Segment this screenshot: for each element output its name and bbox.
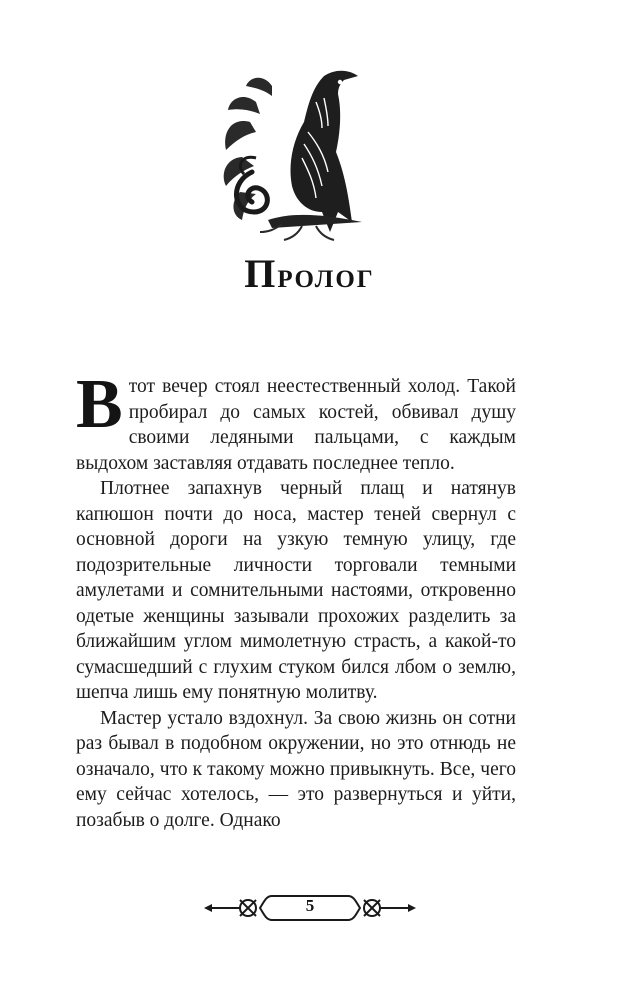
- page-number: 5: [305, 896, 315, 915]
- chapter-title-initial: П: [244, 251, 278, 296]
- paragraph-3: Мастер устало вздохнул. За свою жизнь он сотни раз бывал в подобном окружении, но это отнюдь не означало, что к такому можно привыкнуть. Все, чего ему сейчас хотелось, — это развернуться и уйти, позабыв о долге. Однако: [76, 707, 516, 831]
- chapter-title: [0, 250, 619, 297]
- paragraph-1-text: тот вечер стоял неестественный холод. Такой пробирал до самых костей, обвивал душу своими ледяными пальцами, с каждым выдохом заставляя отдавать последнее тепло.: [76, 376, 516, 474]
- paragraph-1: [76, 366, 516, 476]
- raven-icon: [212, 62, 387, 244]
- drop-cap: В: [76, 366, 123, 443]
- page-footer: [200, 888, 420, 928]
- paragraph-2: Плотнее запахнув черный плащ и натянув капюшон почти до носа, мастер теней свернул с основной дороги на узкую темную улицу, где подозрительные личности торговали темными амулетами и сомнительными настоями, откровенно одетые женщины зазывали прохожих разделить за ближайшим углом мимолетную страсть, а какой-то сумасшедший с глухим стуком бился лбом о землю, шепча лишь ему понятную молитву.: [76, 478, 516, 703]
- chapter-title-rest: ролог: [277, 255, 375, 295]
- chapter-body: [76, 366, 516, 833]
